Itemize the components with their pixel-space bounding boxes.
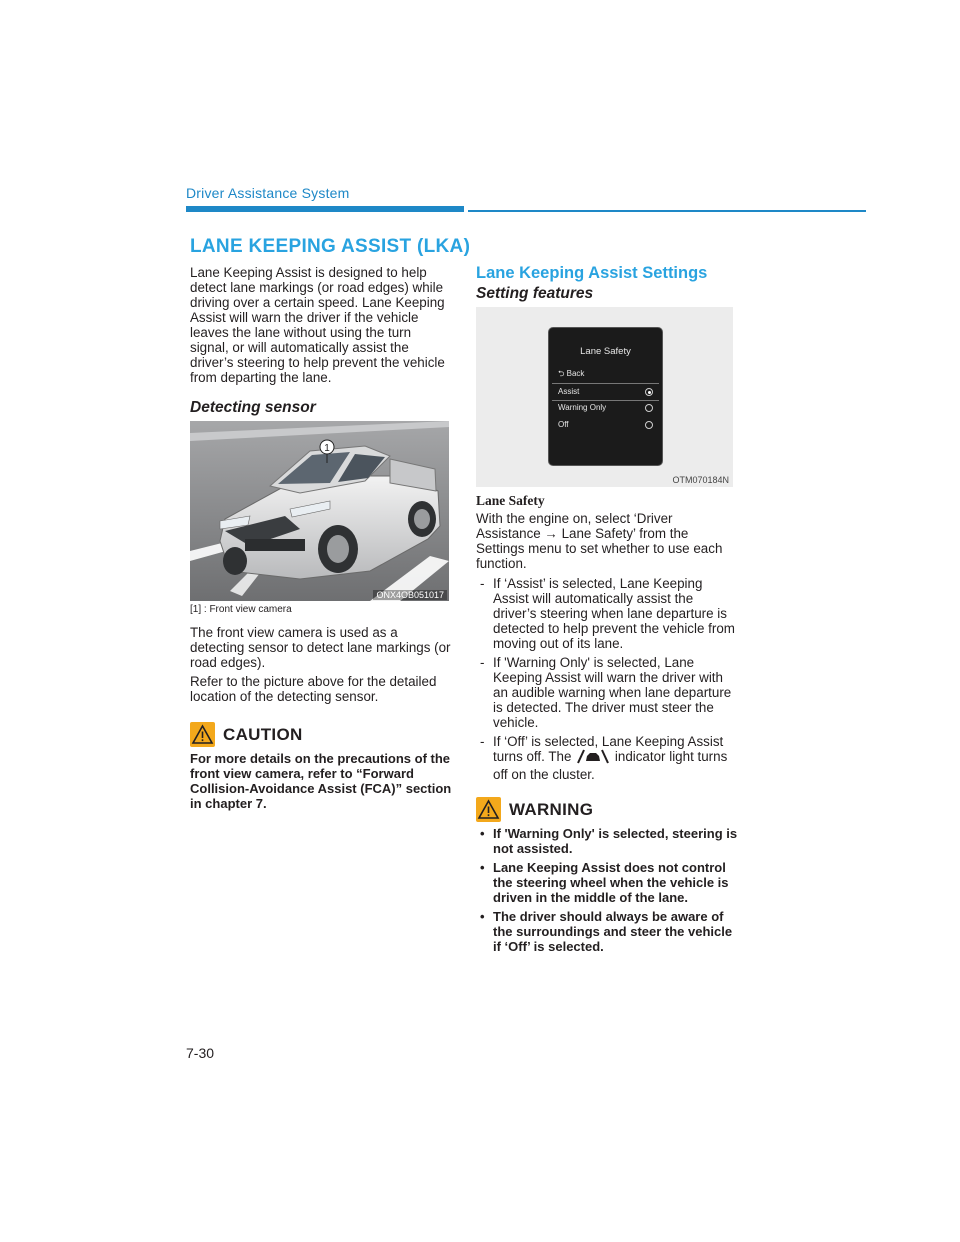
figure-callout-number: 1 bbox=[324, 443, 330, 454]
caution-text: For more details on the precautions of the front view camera, refer to “Forward Collision-Avoidance Assist (FCA)” section in chapter 7. bbox=[190, 751, 452, 811]
caution-header bbox=[190, 722, 452, 747]
header-rule-thin bbox=[468, 210, 866, 212]
lane-safety-intro: With the engine on, select ‘Driver Assistance → Lane Safety’ from the Settings menu to set whether to use each function. bbox=[476, 511, 723, 571]
lka-indicator-icon bbox=[575, 749, 611, 767]
warning-label: WARNING bbox=[509, 799, 594, 819]
item-text-part: indicator light turns off on the cluster. bbox=[493, 749, 728, 782]
lka-intro-paragraph: Lane Keeping Assist is designed to help detect lane markings (or road edges) while driving over a certain speed. Lane Keeping Assist will warn the driver if the vehicle leaves the lane without using the turn signal, or will automatically assist the driver’s steering to help prevent the vehicle from departing the lane. bbox=[190, 265, 445, 385]
cluster-screen bbox=[548, 327, 663, 466]
item-text-part: If ‘Off’ is selected, Lane Keeping Assist turns off. The bbox=[493, 734, 724, 764]
radio-unselected-icon bbox=[645, 421, 653, 429]
warning-header bbox=[476, 797, 738, 822]
screen-option-label: Off bbox=[558, 420, 569, 429]
caution-label: CAUTION bbox=[223, 724, 303, 744]
warning-icon bbox=[476, 797, 501, 822]
setting-features-heading: Setting features bbox=[476, 285, 594, 302]
caution-icon bbox=[190, 722, 215, 747]
truck-illustration bbox=[190, 421, 449, 601]
warning-item-text: Lane Keeping Assist does not control the steering wheel when the vehicle is driven in the middle of the lane. bbox=[493, 860, 729, 905]
section-title: LANE KEEPING ASSIST (LKA) bbox=[190, 236, 471, 257]
lane-safety-screen-figure bbox=[476, 307, 733, 487]
header-rule-thick bbox=[186, 206, 464, 212]
screen-title: Lane Safety bbox=[580, 346, 631, 357]
bullet: • bbox=[480, 826, 485, 841]
figure-code: ONX4OB051017 bbox=[373, 590, 447, 600]
screen-option-warning-only bbox=[552, 400, 659, 416]
list-dash: - bbox=[480, 655, 485, 670]
bullet: • bbox=[480, 909, 485, 924]
screen-option-label: Assist bbox=[558, 387, 580, 396]
screen-back-label: Back bbox=[566, 369, 585, 378]
detecting-sensor-heading: Detecting sensor bbox=[190, 399, 316, 416]
camera-paragraph: The front view camera is used as a detecting sensor to detect lane markings (or road edges). bbox=[190, 625, 451, 670]
running-header: Driver Assistance System bbox=[186, 185, 350, 201]
warning-item-text: The driver should always be aware of the surroundings and steer the vehicle if ‘Off’ is selected. bbox=[493, 909, 733, 954]
detecting-sensor-figure bbox=[190, 421, 449, 601]
list-item-text: If ‘Assist’ is selected, Lane Keeping Assist will automatically assist the driver’s steering when lane departure is detected to help prevent the vehicle from moving out of its lane. bbox=[493, 576, 735, 651]
screen-option-assist bbox=[552, 383, 659, 401]
warning-item-text: If 'Warning Only' is selected, steering is not assisted. bbox=[493, 826, 738, 856]
bullet: • bbox=[480, 860, 485, 875]
figure-code: OTM070184N bbox=[672, 475, 729, 485]
radio-selected-icon bbox=[645, 388, 653, 396]
settings-heading: Lane Keeping Assist Settings bbox=[476, 264, 708, 282]
back-arrow-icon: ⮌ bbox=[558, 369, 567, 378]
list-dash: - bbox=[480, 576, 485, 591]
screen-option-off bbox=[552, 417, 659, 433]
screen-back bbox=[558, 368, 584, 382]
refer-paragraph: Refer to the picture above for the detailed location of the detecting sensor. bbox=[190, 674, 437, 704]
lane-safety-heading: Lane Safety bbox=[476, 493, 545, 508]
screen-option-label: Warning Only bbox=[558, 403, 607, 412]
figure-caption: [1] : Front view camera bbox=[190, 604, 292, 615]
page-number: 7-30 bbox=[186, 1045, 215, 1061]
radio-unselected-icon bbox=[645, 404, 653, 412]
list-dash: - bbox=[480, 734, 485, 749]
list-item-text bbox=[493, 734, 739, 782]
list-item-text: If 'Warning Only' is selected, Lane Keeping Assist will warn the driver with an audible warning when lane departure is detected. The driver must steer the vehicle. bbox=[493, 655, 732, 730]
